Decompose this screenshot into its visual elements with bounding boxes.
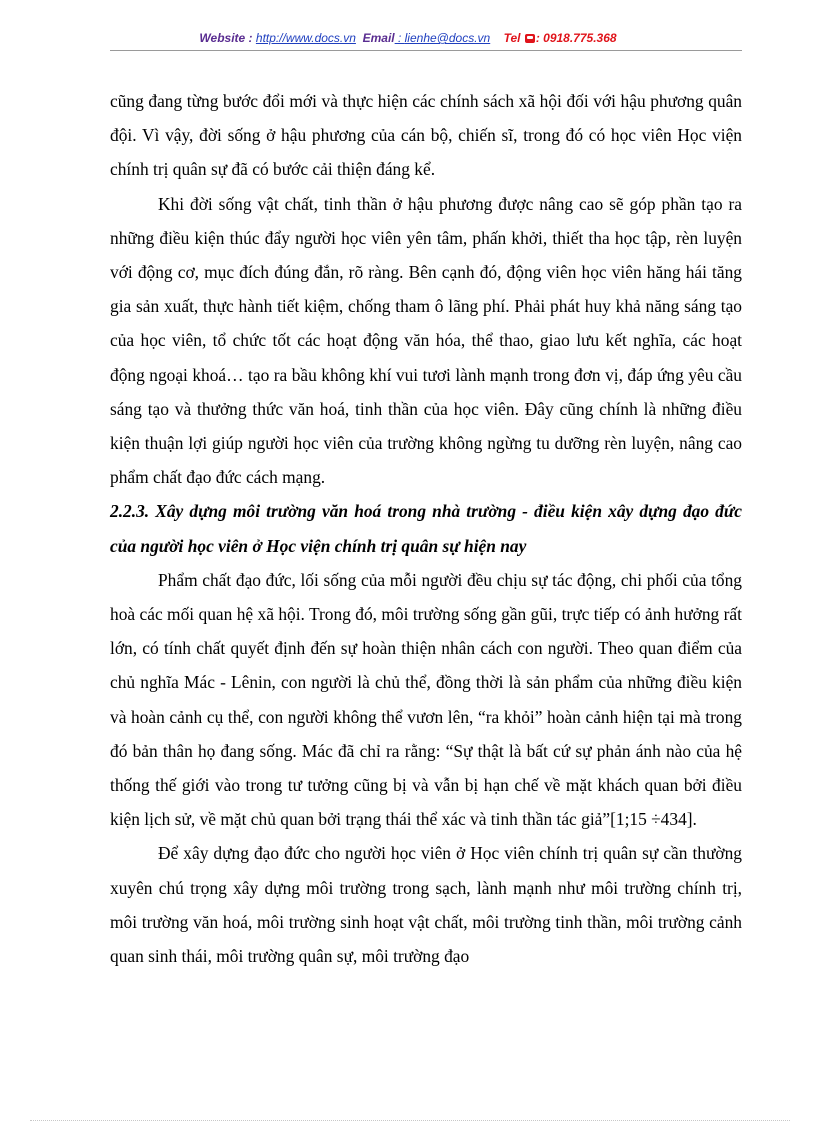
- paragraph: Khi đời sống vật chất, tinh thần ở hậu phương được nâng cao sẽ góp phần tạo ra những điều kiện thúc đẩy người học viên yên tâm, phấn khởi, thiết tha học tập, rèn luyện với động cơ, mục đích đúng đắn, rõ ràng. Bên cạnh đó, động viên học viên hăng hái tăng gia sản xuất, thực hành tiết kiệm, chống tham ô lãng phí. Phải phát huy khả năng sáng tạo của học viên, tổ chức tốt các hoạt động văn hóa, thể thao, giao lưu kết nghĩa, các hoạt động ngoại khoá… tạo ra bầu không khí vui tươi lành mạnh trong đơn vị, đáp ứng yêu cầu sáng tạo và thưởng thức văn hoá, tinh thần của học viên. Đây cũng chính là những điều kiện thuận lợi giúp người học viên của trường không ngừng tu dưỡng rèn luyện, nâng cao phẩm chất đạo đức cách mạng.: [110, 193, 742, 488]
- email-link[interactable]: lienhe@docs.vn: [404, 31, 491, 45]
- phone-icon: [525, 34, 535, 43]
- section-heading: 2.2.3. Xây dựng môi trường văn hoá trong nhà trường - điều kiện xây dựng đạo đức của người học viên ở Học viện chính trị quân sự hiện nay: [110, 501, 742, 556]
- email-separator: :: [394, 31, 405, 45]
- tel-number: : 0918.775.368: [535, 31, 617, 45]
- paragraph: Để xây dựng đạo đức cho người học viên ở Học viên chính trị quân sự cần thường xuyên chú trọng xây dựng môi trường trong sạch, lành mạnh như môi trường chính trị, môi trường văn hoá, môi trường sinh hoạt vật chất, môi trường tinh thần, môi trường cảnh quan sinh thái, môi trường quân sự, môi trường đạo: [110, 843, 742, 967]
- website-label: Website :: [199, 31, 256, 45]
- document-body: [110, 84, 742, 973]
- website-link[interactable]: http://www.docs.vn: [255, 31, 356, 45]
- header-divider: [110, 50, 742, 51]
- email-label: Email: [362, 31, 395, 45]
- tel-label: Tel: [503, 31, 521, 45]
- paragraph: Phẩm chất đạo đức, lối sống của mỗi người đều chịu sự tác động, chi phối của tổng hoà các mối quan hệ xã hội. Trong đó, môi trường sống gần gũi, trực tiếp có ảnh hưởng rất lớn, có tính chất quyết định đến sự hoàn thiện nhân cách con người. Theo quan điểm của chủ nghĩa Mác - Lênin, con người là chủ thể, đồng thời là sản phẩm của những điều kiện và hoàn cảnh cụ thể, con người không thể vươn lên, “ra khỏi” hoàn cảnh hiện tại mà trong đó bản thân họ đang sống. Mác đã chỉ ra rằng: “Sự thật là bất cứ sự phản ánh nào của hệ thống thế giới vào trong tư tưởng cũng bị và vẫn bị hạn chế về mặt khách quan bởi điều kiện lịch sử, về mặt chủ quan bởi trạng thái thể xác và tinh thần tác giả”[1;15 ÷434].: [110, 569, 742, 830]
- page-header: [0, 31, 816, 45]
- footer-divider: [30, 1120, 790, 1121]
- paragraph-continuation: cũng đang từng bước đổi mới và thực hiện các chính sách xã hội đối với hậu phương quân đội. Vì vậy, đời sống ở hậu phương của cán bộ, chiến sĩ, trong đó có học viên Học viện chính trị quân sự đã có bước cải thiện đáng kể.: [110, 91, 742, 180]
